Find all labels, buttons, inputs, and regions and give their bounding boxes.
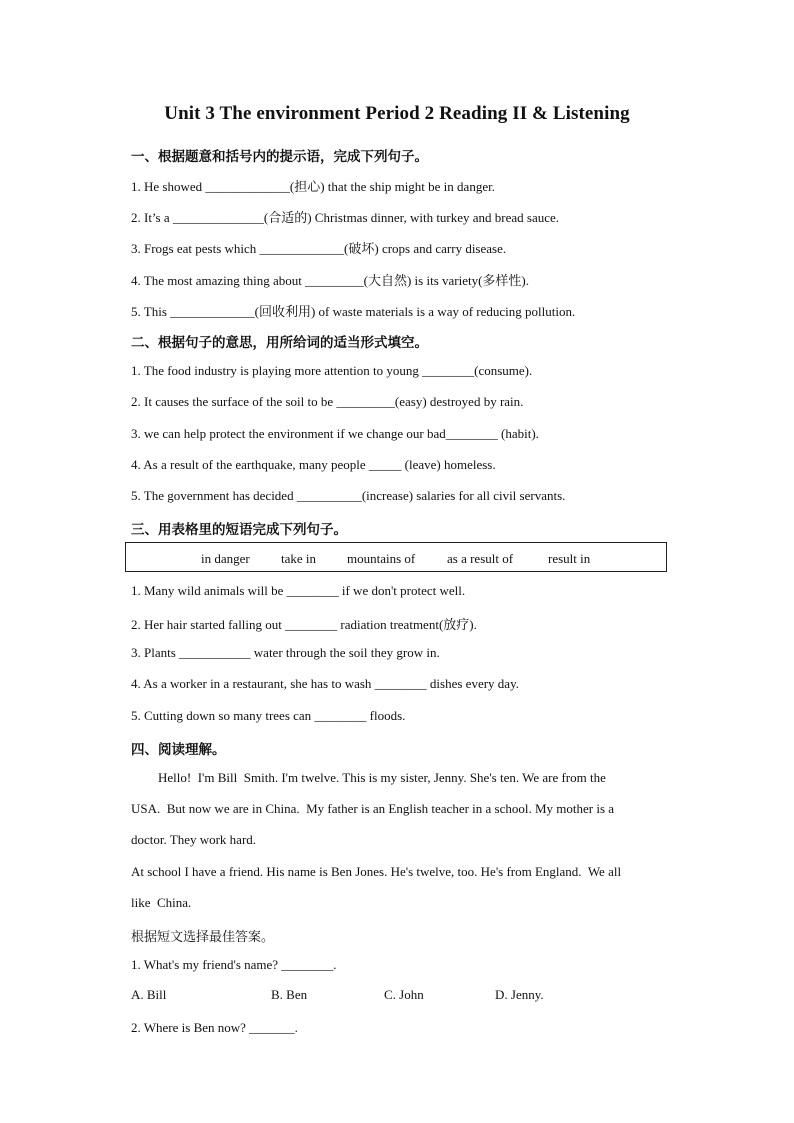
section4-heading: 四、阅读理解。 <box>131 742 226 758</box>
section2-item-2: 2. It causes the surface of the soil to be _________(easy) destroyed by rain. <box>131 394 524 409</box>
section3-item-3: 3. Plants ___________ water through the soil they grow in. <box>131 645 440 660</box>
section1-heading: 一、根据题意和括号内的提示语，完成下列句子。 <box>131 149 428 165</box>
question-2: 2. Where is Ben now? _______. <box>131 1020 298 1035</box>
question-1: 1. What's my friend's name? ________. <box>131 957 337 972</box>
section3-heading: 三、用表格里的短语完成下列句子。 <box>131 522 347 538</box>
phrase-take-in: take in <box>281 551 317 566</box>
section1-item-2: 2. It’s a ______________(合适的) Christmas dinner, with turkey and bread sauce. <box>131 210 560 225</box>
q1-option-d: D. Jenny. <box>495 987 544 1002</box>
q1-option-a: A. Bill <box>131 987 167 1002</box>
section3-item-4: 4. As a worker in a restaurant, she has to wash ________ dishes every day. <box>131 676 519 691</box>
section1-item-1: 1. He showed _____________(担心) that the ship might be in danger. <box>131 179 495 194</box>
q1-option-c: C. John <box>384 987 424 1002</box>
passage-line-1: Hello! I'm Bill Smith. I'm twelve. This is my sister, Jenny. She's ten. We are from the <box>158 770 606 785</box>
section2-heading: 二、根据句子的意思，用所给词的适当形式填空。 <box>131 335 428 351</box>
section2-item-3: 3. we can help protect the environment if we change our bad________ (habit). <box>131 426 539 441</box>
section3-item-2: 2. Her hair started falling out ________ radiation treatment(放疗). <box>131 617 477 632</box>
passage-line-3: doctor. They work hard. <box>131 832 257 847</box>
passage-line-4: At school I have a friend. His name is Ben Jones. He's twelve, too. He's from England. We all <box>131 864 622 879</box>
section1-item-3: 3. Frogs eat pests which _____________(破坏) crops and carry disease. <box>131 241 507 256</box>
section1-item-5: 5. This _____________(回收利用) of waste materials is a way of reducing pollution. <box>131 304 576 319</box>
phrase-in-danger: in danger <box>201 551 250 566</box>
section2-item-4: 4. As a result of the earthquake, many people _____ (leave) homeless. <box>131 457 496 472</box>
section3-item-5: 5. Cutting down so many trees can ________ floods. <box>131 708 406 723</box>
phrase-table <box>125 542 667 572</box>
q1-option-b: B. Ben <box>271 987 308 1002</box>
reading-instruction: 根据短文选择最佳答案。 <box>131 930 275 945</box>
page-title: Unit 3 The environment Period 2 Reading II & Listening <box>164 103 630 124</box>
phrase-as-a-result-of: as a result of <box>447 551 514 566</box>
section1-item-4: 4. The most amazing thing about _________(大自然) is its variety(多样性). <box>131 273 530 288</box>
section3-item-1: 1. Many wild animals will be ________ if we don't protect well. <box>131 583 466 598</box>
phrase-result-in: result in <box>548 551 591 566</box>
section2-item-5: 5. The government has decided __________(increase) salaries for all civil servants. <box>131 488 566 503</box>
passage-line-2: USA. But now we are in China. My father is an English teacher in a school. My mother is a <box>131 801 615 816</box>
phrase-mountains-of: mountains of <box>347 551 416 566</box>
section2-item-1: 1. The food industry is playing more attention to young ________(consume). <box>131 363 533 378</box>
passage-line-5: like China. <box>131 895 192 910</box>
